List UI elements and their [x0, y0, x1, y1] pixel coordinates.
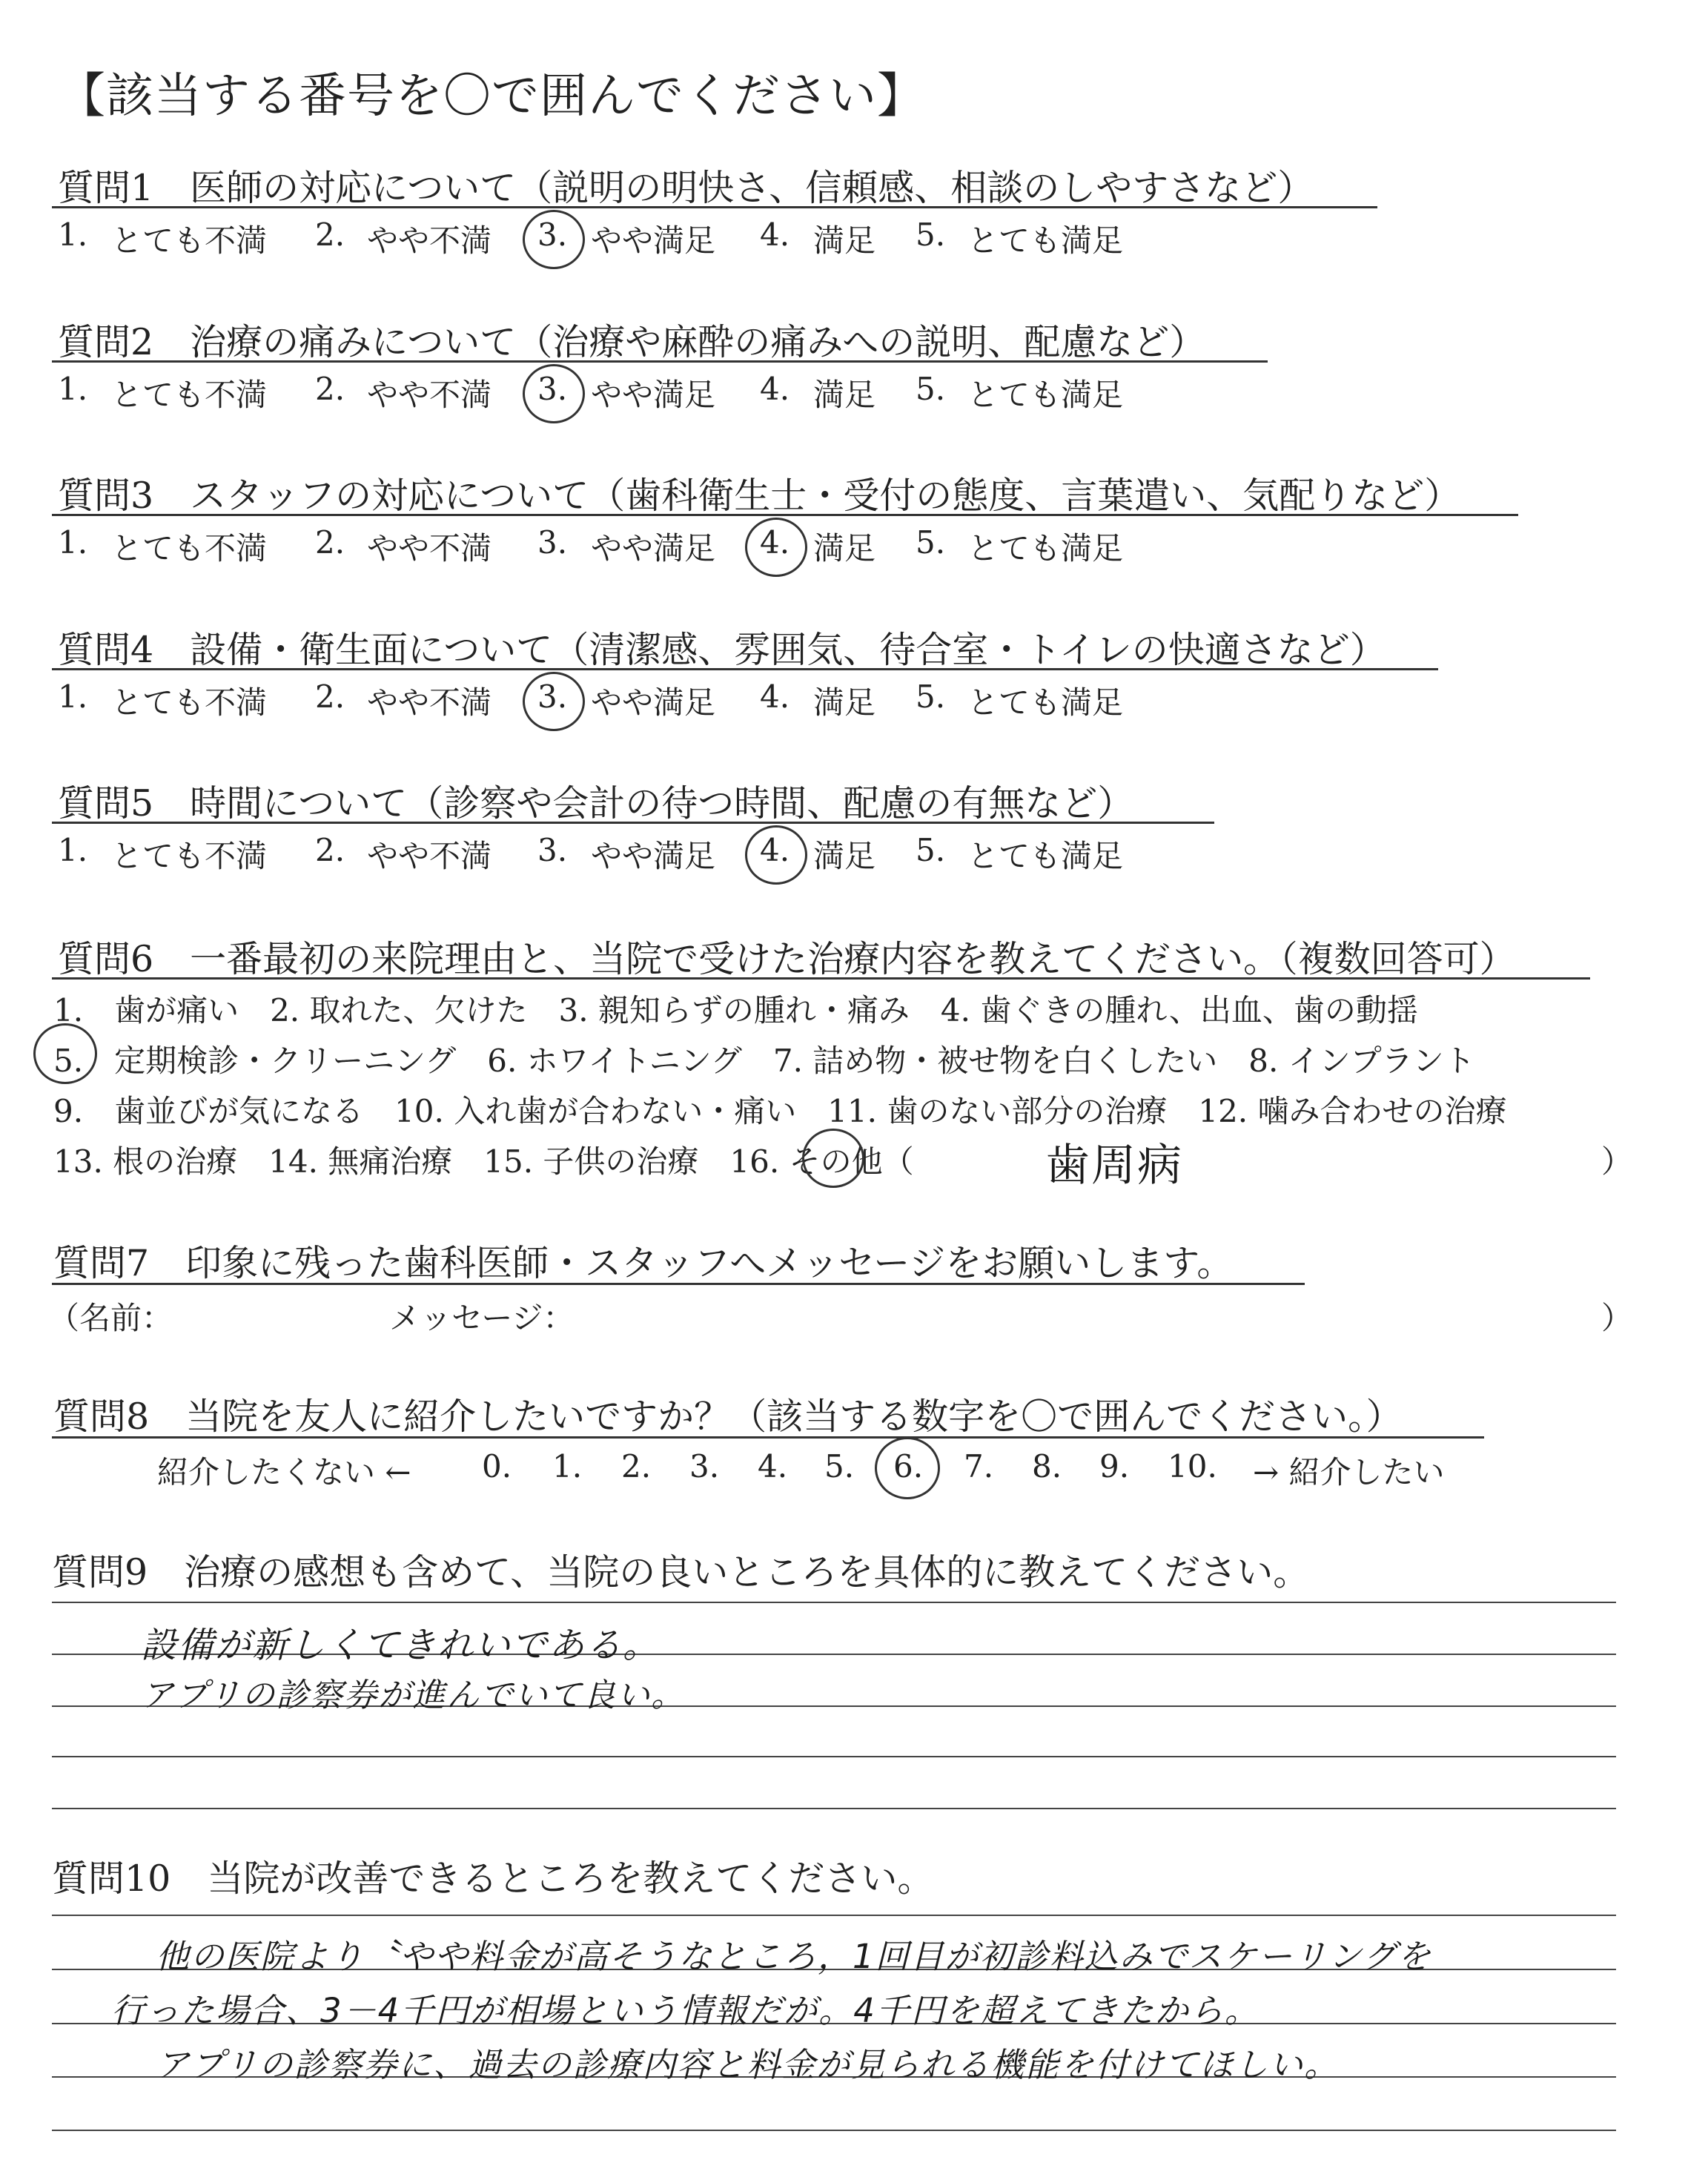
q8-heading: 質問8 当院を友人に紹介したいですか？（該当する数字を〇で囲んでください。） — [53, 1396, 1403, 1438]
q8-number[interactable]: 3. — [689, 1448, 720, 1484]
q4-scale-label[interactable]: やや不満 — [367, 684, 492, 721]
q1-scale-number[interactable]: 3. — [537, 217, 568, 253]
q7-underline — [52, 1283, 1305, 1285]
q4-scale-number[interactable]: 2. — [315, 678, 345, 715]
q10-heading: 質問10 当院が改善できるところを教えてください。 — [52, 1857, 934, 1900]
q10-answer-line-2[interactable]: 行った場合、3－4千円が相場という情報だが。4千円を超えてきたから。 — [111, 1991, 1260, 2030]
q2-underline — [52, 360, 1268, 363]
q5-heading: 質問5 時間について（診察や会計の待つ時間、配慮の有無など） — [58, 782, 1134, 825]
q8-number[interactable]: 7. — [964, 1448, 994, 1484]
q8-selected-circle — [875, 1437, 940, 1499]
q5-scale-label[interactable]: 満足 — [813, 838, 876, 874]
q1-scale-label[interactable]: とても満足 — [967, 222, 1124, 259]
q8-number[interactable]: 1. — [552, 1448, 583, 1484]
q2-scale-label[interactable]: とても満足 — [967, 377, 1124, 413]
q8-number[interactable]: 6. — [893, 1448, 924, 1484]
q2-scale-label[interactable]: とても不満 — [111, 377, 268, 413]
q1-scale-label[interactable]: 満足 — [813, 222, 876, 259]
q4-scale-label[interactable]: とても不満 — [111, 684, 268, 721]
q5-scale-label[interactable]: とても不満 — [111, 838, 268, 874]
q4-scale-label[interactable]: 満足 — [813, 684, 876, 721]
q2-scale-number[interactable]: 5. — [916, 371, 946, 407]
q8-number[interactable]: 2. — [621, 1448, 652, 1484]
q4-heading: 質問4 設備・衛生面について（清潔感、雰囲気、待合室・トイレの快適さなど） — [58, 629, 1386, 671]
q9-line-5 — [52, 1808, 1616, 1809]
q2-scale-number[interactable]: 2. — [315, 371, 345, 407]
q2-scale-label[interactable]: やや満足 — [591, 377, 716, 413]
q2-scale-number[interactable]: 4. — [760, 371, 790, 407]
page-title: 【該当する番号を〇で囲んでください】 — [58, 69, 925, 124]
q1-scale-label[interactable]: とても不満 — [111, 222, 268, 259]
q5-scale-number[interactable]: 4. — [760, 832, 790, 868]
q8-number[interactable]: 8. — [1032, 1448, 1062, 1484]
q5-scale-number[interactable]: 2. — [315, 832, 345, 868]
q6-row-3[interactable]: 9. 歯並びが気になる 10. 入れ歯が合わない・痛い 11. 歯のない部分の治療 12. 噛み合わせの治療 — [53, 1093, 1507, 1129]
q3-scale-label[interactable]: 満足 — [813, 530, 876, 567]
q6-close-paren: ） — [1601, 1143, 1633, 1180]
q9-answer-line-2[interactable]: アプリの診察券が進んでいて良い。 — [141, 1677, 686, 1714]
q4-scale-number[interactable]: 1. — [58, 678, 88, 715]
q5-scale-number[interactable]: 3. — [537, 832, 568, 868]
q5-scale-label[interactable]: とても満足 — [967, 838, 1124, 874]
q1-selected-circle — [523, 210, 585, 269]
q4-scale-number[interactable]: 3. — [537, 678, 568, 715]
q4-underline — [52, 668, 1438, 670]
q6-other-answer[interactable]: 歯周病 — [1045, 1140, 1183, 1192]
q3-scale-label[interactable]: とても不満 — [111, 530, 268, 567]
q6-heading: 質問6 一番最初の来院理由と、当院で受けた治療内容を教えてください。（複数回答可） — [58, 938, 1516, 980]
q9-answer-line-1[interactable]: 設備が新しくてきれいである。 — [141, 1625, 661, 1666]
q7-heading: 質問7 印象に残った歯科医師・スタッフへメッセージをお願いします。 — [53, 1242, 1234, 1284]
q6-selected-circle-5 — [33, 1023, 97, 1084]
q3-scale-number[interactable]: 5. — [916, 524, 946, 561]
q7-close-paren: ） — [1601, 1300, 1633, 1336]
q9-line-1 — [52, 1602, 1616, 1603]
q9-line-4 — [52, 1756, 1616, 1757]
q4-scale-label[interactable]: やや満足 — [591, 684, 716, 721]
q2-heading: 質問2 治療の痛みについて（治療や麻酔の痛みへの説明、配慮など） — [58, 321, 1206, 363]
q3-scale-number[interactable]: 1. — [58, 524, 88, 561]
q10-line-1 — [52, 1915, 1616, 1916]
q7-message-label: メッセージ： — [389, 1300, 575, 1336]
q5-scale-number[interactable]: 5. — [916, 832, 946, 868]
q4-scale-number[interactable]: 5. — [916, 678, 946, 715]
q6-row-1[interactable]: 1. 歯が痛い 2. 取れた、欠けた 3. 親知らずの腫れ・痛み 4. 歯ぐきの腫れ、出血、歯の動揺 — [53, 992, 1418, 1028]
q5-scale-number[interactable]: 1. — [58, 832, 88, 868]
q8-number[interactable]: 5. — [824, 1448, 855, 1484]
q3-scale-label[interactable]: やや満足 — [591, 530, 716, 567]
q3-scale-label[interactable]: とても満足 — [967, 530, 1124, 567]
q3-scale-number[interactable]: 3. — [537, 524, 568, 561]
q5-underline — [52, 822, 1214, 824]
q1-scale-label[interactable]: やや満足 — [591, 222, 716, 259]
q8-number[interactable]: 4. — [758, 1448, 788, 1484]
q4-selected-circle — [523, 672, 585, 731]
q3-underline — [52, 514, 1518, 516]
q3-scale-label[interactable]: やや不満 — [367, 530, 492, 567]
q1-scale-number[interactable]: 1. — [58, 217, 88, 253]
q1-scale-number[interactable]: 4. — [760, 217, 790, 253]
q3-heading: 質問3 スタッフの対応について（歯科衛生士・受付の態度、言葉遣い、気配りなど） — [58, 475, 1461, 517]
q8-number[interactable]: 10. — [1168, 1448, 1217, 1484]
q10-line-5 — [52, 2130, 1616, 2131]
q4-scale-label[interactable]: とても満足 — [967, 684, 1124, 721]
q5-scale-label[interactable]: やや不満 — [367, 838, 492, 874]
q2-scale-label[interactable]: やや不満 — [367, 377, 492, 413]
q2-selected-circle — [523, 364, 585, 423]
q1-scale-number[interactable]: 5. — [916, 217, 946, 253]
q3-scale-number[interactable]: 4. — [760, 524, 790, 561]
q3-selected-circle — [745, 518, 807, 577]
q8-number[interactable]: 0. — [482, 1448, 512, 1484]
q1-underline — [52, 206, 1377, 208]
q1-scale-label[interactable]: やや不満 — [367, 222, 492, 259]
q10-answer-line-1[interactable]: 他の医院より〝やや料金が高そうなところ，1回目が初診料込みでスケーリングを — [156, 1937, 1432, 1976]
q7-name-label: （名前： — [48, 1300, 173, 1336]
q6-selected-circle-16 — [802, 1129, 864, 1188]
q9-heading: 質問9 治療の感想も含めて、当院の良いところを具体的に教えてください。 — [52, 1551, 1310, 1593]
q5-scale-label[interactable]: やや満足 — [591, 838, 716, 874]
q6-underline — [52, 977, 1590, 980]
q6-row-4[interactable]: 13. 根の治療 14. 無痛治療 15. 子供の治療 16. その他（ — [53, 1143, 914, 1180]
q8-left-label: 紹介したくない ← — [157, 1454, 411, 1490]
q1-heading: 質問1 医師の対応について（説明の明快さ、信頼感、相談のしやすさなど） — [58, 167, 1314, 209]
q8-number[interactable]: 9. — [1099, 1448, 1130, 1484]
q10-answer-line-3[interactable]: アプリの診察券に、過去の診療内容と料金が見られる機能を付けてほしい。 — [156, 2045, 1340, 2084]
q6-row-2[interactable]: 5. 定期検診・クリーニング 6. ホワイトニング 7. 詰め物・被せ物を白くしたい 8. インプラント — [53, 1043, 1475, 1079]
q5-selected-circle — [745, 825, 807, 885]
q3-scale-number[interactable]: 2. — [315, 524, 345, 561]
q4-scale-number[interactable]: 4. — [760, 678, 790, 715]
q2-scale-label[interactable]: 満足 — [813, 377, 876, 413]
q2-scale-number[interactable]: 1. — [58, 371, 88, 407]
q8-underline — [52, 1436, 1484, 1439]
q1-scale-number[interactable]: 2. — [315, 217, 345, 253]
q2-scale-number[interactable]: 3. — [537, 371, 568, 407]
q8-right-label: → 紹介したい — [1253, 1454, 1445, 1490]
